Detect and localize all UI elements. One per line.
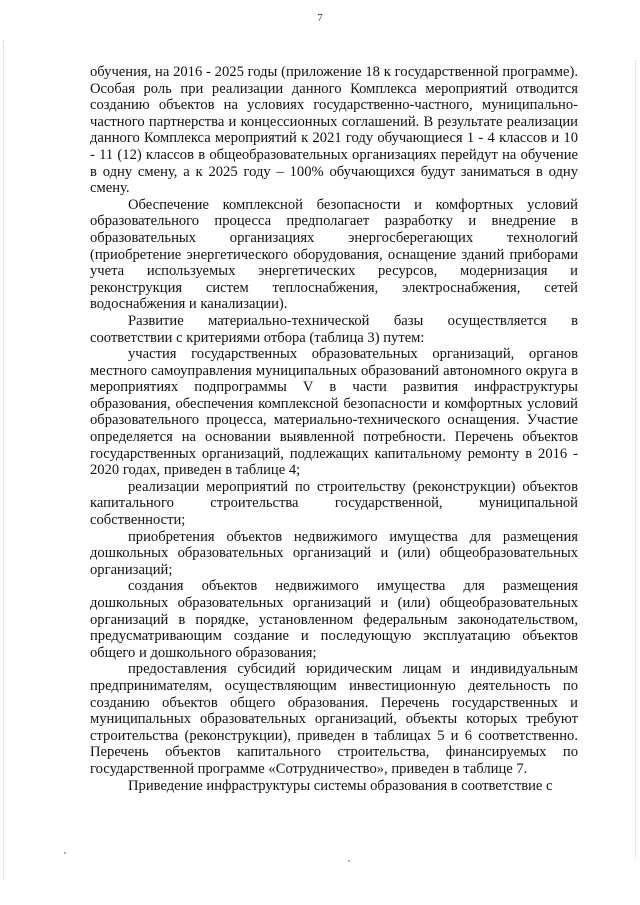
paragraph: Обеспечение комплексной безопасности и комфортных условий образовательного процесса предполагает разработку и внедрение в образовательных организациях энергосберегающих технологий (приобретение энергетического оборудования, оснащение зданий приборами учета используемых энергетических ресурсов, модернизация и реконструкция систем теплоснабжения, электроснабжения, сетей водоснабжения и канализации).: [90, 196, 578, 313]
page-number: 7: [317, 12, 323, 24]
scan-speck: [64, 852, 66, 854]
scan-edge-right: [635, 60, 637, 860]
paragraph: реализации мероприятий по строительству (реконструкции) объектов капитального строительства государственной, муниципальной собственности;: [90, 478, 578, 529]
paragraph: обучения, на 2016 - 2025 годы (приложение 18 к государственной программе). Особая роль при реализации данного Комплекса мероприятий отводится созданию объектов на условиях государственно-частного, муниципально-частного партнерства и концессионных соглашений. В результате реализации данного Комплекса мероприятий к 2021 году обучающиеся 1 - 4 классов и 10 - 11 (12) классов в общеобразовательных организациях перейдут на обучение в одну смену, а к 2025 году – 100% обучающихся будут заниматься в одну смену.: [90, 64, 578, 197]
paragraph: предоставления субсидий юридическим лицам и индивидуальным предпринимателям, осуществляющим инвестиционную деятельность по созданию объектов общего образования. Перечень государственных и муниципальных образовательных организаций, объекты которых требуют строительства (реконструкции), приведен в таблицах 5 и 6 соответственно. Перечень объектов капитального строительства, финансируемых по государственной программе «Сотрудничество», приведен в таблице 7.: [90, 661, 578, 777]
paragraph: Приведение инфраструктуры системы образования в соответствие с: [128, 777, 553, 794]
paragraph: Развитие материально-технической базы осуществляется в соответствии с критериями отбора (таблица 3) путем:: [90, 312, 578, 346]
document-body: [90, 64, 578, 794]
paragraph: приобретения объектов недвижимого имущества для размещения дошкольных образовательных организаций и (или) общеобразовательных организаций;: [90, 528, 578, 578]
scan-speck: [348, 860, 350, 862]
paragraph: создания объектов недвижимого имущества для размещения дошкольных образовательных организаций и (или) общеобразовательных организаций в порядке, установленном федеральным законодательством, предусматривающим создание и последующую эксплуатацию объектов общего и дошкольного образования;: [90, 578, 578, 661]
scan-edge-left: [3, 40, 5, 880]
paragraph: участия государственных образовательных организаций, органов местного самоуправления муниципальных образований автономного округа в мероприятиях подпрограммы V в части развития инфраструктуры образования, обеспечения комплексной безопасности и комфортных условий образовательного процесса, материально-технического оснащения. Участие определяется на основании выявленной потребности. Перечень объектов государственных организаций, подлежащих капитальному ремонту в 2016 - 2020 годах, приведен в таблице 4;: [90, 346, 578, 479]
